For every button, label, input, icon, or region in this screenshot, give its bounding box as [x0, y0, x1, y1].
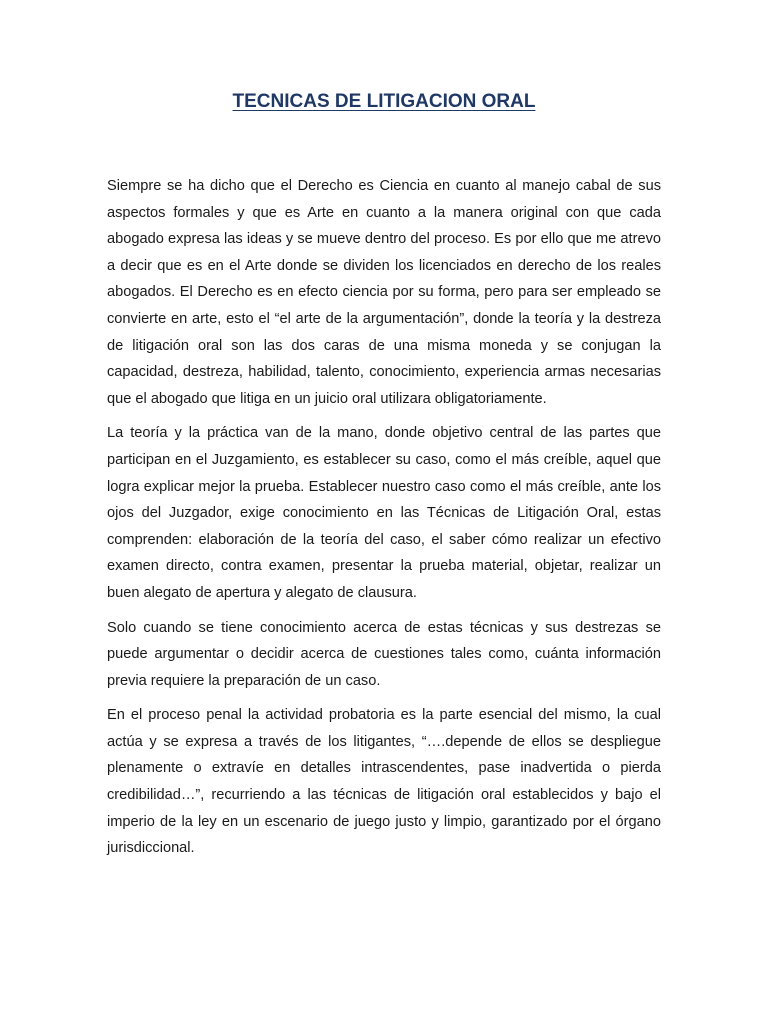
page-title	[0, 91, 768, 113]
paragraph: Siempre se ha dicho que el Derecho es Ciencia en cuanto al manejo cabal de sus aspectos formales y que es Arte en cuanto a la manera original con que cada abogado expresa las ideas y se mueve dentro del proceso. Es por ello que me atrevo a decir que es en el Arte donde se dividen los licenciados en derecho de los reales abogados. El Derecho es en efecto ciencia por su forma, pero para ser empleado se convierte en arte, esto el “el arte de la argumentación”, donde la teoría y la destreza de litigación oral son las dos caras de una misma moneda y se conjugan la capacidad, destreza, habilidad, talento, conocimiento, experiencia armas necesarias que el abogado que litiga en un juicio oral utilizara obligatoriamente.	[107, 178, 661, 407]
document-body	[107, 173, 661, 870]
page-title-text: TECNICAS DE LITIGACION ORAL	[232, 91, 536, 112]
paragraph: La teoría y la práctica van de la mano, donde objetivo central de las partes que participan en el Juzgamiento, es establecer su caso, como el más creíble, aquel que logra explicar mejor la prueba. Establecer nuestro caso como el más creíble, ante los ojos del Juzgador, exige conocimiento en las Técnicas de Litigación Oral, estas comprenden: elaboración de la teoría del caso, el saber cómo realizar un efectivo examen directo, contra examen, presentar la prueba material, objetar, realizar un buen alegato de apertura y alegato de clausura.	[107, 425, 661, 601]
paragraph: Solo cuando se tiene conocimiento acerca de estas técnicas y sus destrezas se puede argumentar o decidir acerca de cuestiones tales como, cuánta información previa requiere la preparación de un caso.	[107, 619, 661, 689]
paragraph: En el proceso penal la actividad probatoria es la parte esencial del mismo, la cual actúa y se expresa a través de los litigantes, “….depende de ellos se despliegue plenamente o extravíe en detalles intrascendentes, pase inadvertida o pierda credibilidad…”, recurriendo a las técnicas de litigación oral establecidos y bajo el imperio de la ley en un escenario de juego justo y limpio, garantizado por el órgano jurisdiccional.	[107, 707, 661, 857]
